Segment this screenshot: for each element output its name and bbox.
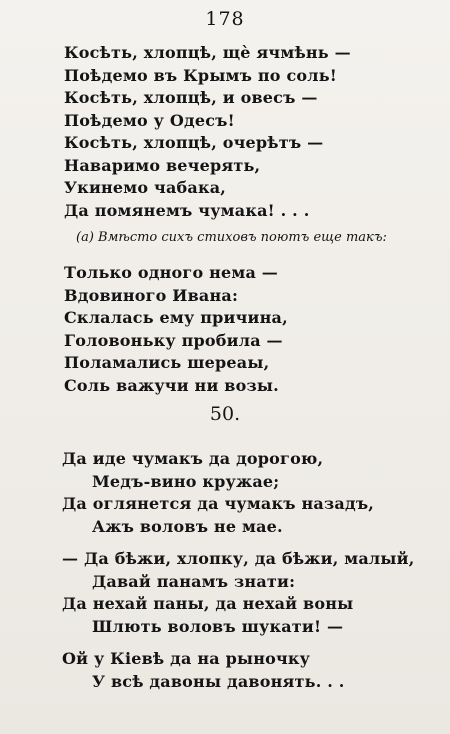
- verse-line: Медъ-вино кружае;: [92, 471, 280, 491]
- verse-line: Поѣдемо у Одесъ!: [64, 110, 235, 130]
- verse-line: Поламались шереаы,: [64, 353, 270, 372]
- song-stanza: [62, 648, 414, 693]
- verse-line: Укинемо чабака,: [64, 178, 227, 197]
- verse-line: У всѣ давоны давонять. . .: [92, 671, 345, 691]
- verse-line: Да иде чумакъ да дорогою,: [62, 449, 324, 468]
- verse-line: Головоньку пробила —: [64, 330, 283, 350]
- verse-line: Ажъ воловъ не мае.: [92, 516, 283, 536]
- verse-line: Косѣть, хлопцѣ, очерѣтъ —: [64, 133, 324, 152]
- verse-line: Соль важучи ни возы.: [64, 375, 279, 395]
- section-number: 50.: [209, 403, 241, 425]
- verse-line: Поѣдемо въ Крымъ по соль!: [64, 65, 338, 85]
- verse-line: Наваримо вечерять,: [64, 155, 261, 175]
- verse-line: Да оглянется да чумакъ назадъ,: [62, 494, 375, 513]
- song-body: [62, 448, 414, 703]
- footnote: (а) Вмѣсто сихъ стиховъ поютъ еще такъ:: [76, 230, 387, 245]
- stanza-top: [64, 42, 351, 222]
- verse-line: Вдовиного Ивана:: [64, 285, 239, 305]
- verse-line: Косѣть, хлопцѣ, щѐ ячмѣнь —: [64, 43, 351, 62]
- verse-line: Да помянемъ чумака! . . .: [64, 200, 310, 220]
- verse-line: — Да бѣжи, хлопку, да бѣжи, малый,: [62, 549, 415, 568]
- verse-line: Косѣть, хлопцѣ, и овесъ —: [64, 88, 318, 107]
- verse-line: Давай панамъ знати:: [92, 571, 296, 591]
- song-stanza: [62, 548, 414, 638]
- verse-line: Только одного нема —: [64, 263, 279, 282]
- verse-line: Да нехай паны, да нехай воны: [62, 594, 354, 613]
- verse-line: Шлють воловъ шукати! —: [92, 616, 344, 636]
- page-number: 178: [205, 8, 245, 30]
- stanza-alternate: [64, 262, 288, 397]
- verse-line: Склалась ему причина,: [64, 308, 288, 327]
- song-stanza: [62, 448, 414, 538]
- verse-line: Ой у Кіевѣ да на рыночку: [62, 649, 311, 668]
